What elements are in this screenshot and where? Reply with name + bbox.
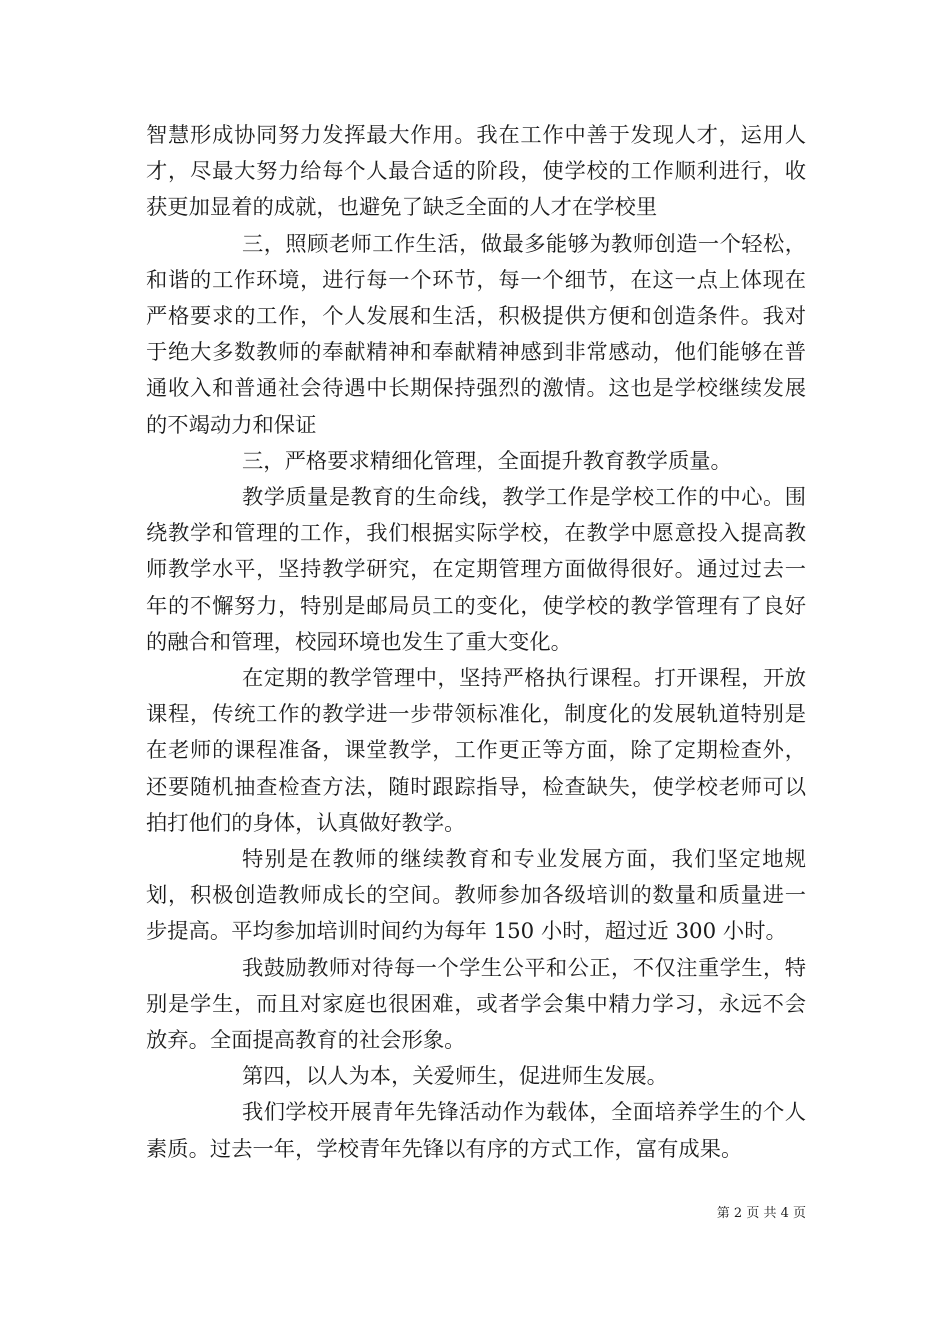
paragraph-teaching-quality: 教学质量是教育的生命线，教学工作是学校工作的中心。围绕教学和管理的工作，我们根据实际学校，在教学中愿意投入提高教师教学水平，坚持教学研究，在定期管理方面做得很好。通过过去一年的不懈努力，特别是邮局员工的变化，使学校的教学管理有了良好的融合和管理，校园环境也发生了重大变化。	[146, 485, 806, 655]
page-number-footer: 第 2 页 共 4 页	[716, 1206, 806, 1221]
paragraph-heading-people-oriented: 第四，以人为本，关爱师生，促进师生发展。	[242, 1064, 668, 1090]
paragraph-continuing-education: 特别是在教师的继续教育和专业发展方面，我们坚定地规划，积极创造教师成长的空间。教师参加各级培训的数量和质量进一步提高。平均参加培训时间约为每年 150 小时，超过近 300 小时。	[146, 847, 806, 945]
paragraph-heading-refined-management: 三，严格要求精细化管理，全面提升教育教学质量。	[242, 448, 732, 474]
paragraph-talent-use: 智慧形成协同努力发挥最大作用。我在工作中善于发现人才，运用人才，尽最大努力给每个人最合适的阶段，使学校的工作顺利进行，收获更加显着的成就，也避免了缺乏全面的人才在学校里	[146, 123, 806, 221]
paragraph-routine-management: 在定期的教学管理中，坚持严格执行课程。打开课程，开放课程，传统工作的教学进一步带领标准化，制度化的发展轨道特别是在老师的课程准备，课堂教学，工作更正等方面，除了定期检查外，还要随机抽查检查方法，随时跟踪指导，检查缺失，使学校老师可以拍打他们的身体，认真做好教学。	[146, 666, 806, 836]
paragraph-teacher-care: 三，照顾老师工作生活，做最多能够为教师创造一个轻松，和谐的工作环境，进行每一个环节，每一个细节，在这一点上体现在严格要求的工作，个人发展和生活，积极提供方便和创造条件。我对于绝大多数教师的奉献精神和奉献精神感到非常感动，他们能够在普通收入和普通社会待遇中长期保持强烈的激情。这也是学校继续发展的不竭动力和保证	[146, 231, 806, 438]
document-body	[146, 118, 806, 1168]
paragraph-youth-pioneer: 我们学校开展青年先锋活动作为载体，全面培养学生的个人素质。过去一年，学校青年先锋以有序的方式工作，富有成果。	[146, 1100, 806, 1162]
paragraph-fair-treatment: 我鼓励教师对待每一个学生公平和公正，不仅注重学生，特别是学生，而且对家庭也很困难，或者学会集中精力学习，永远不会放弃。全面提高教育的社会形象。	[146, 955, 806, 1054]
